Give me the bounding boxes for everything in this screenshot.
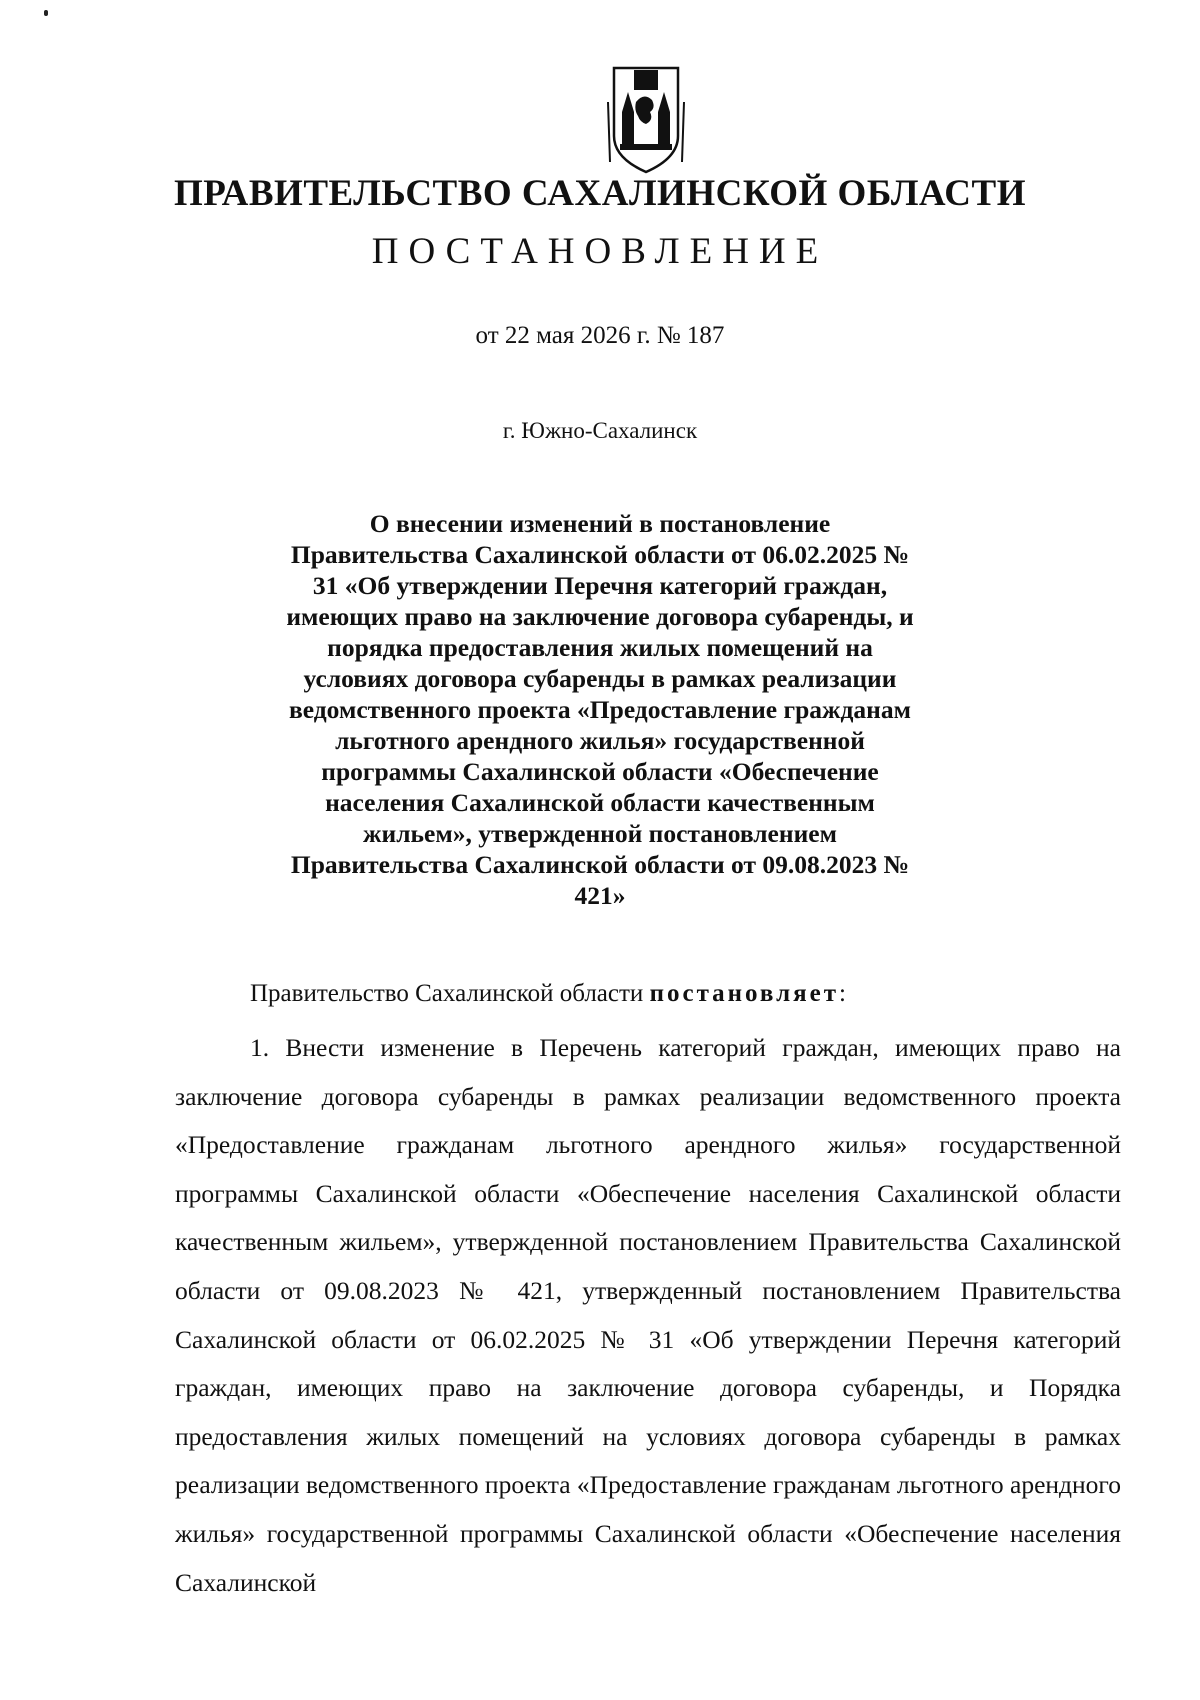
paragraph-1: 1. Внести изменение в Перечень категорий граждан, имеющих право на заключение договора субаренды в рамках реализации ведомственного проекта «Предоставление гражданам льготного арендного жилья» государственной программы Сахалинской области «Обеспечение населения Сахалинской области качественным жильем», утвержденной постановлением Правительства Сахалинской области от 09.08.2023 № 421, утвержденный постановлением Правительства Сахалинской области от 06.02.2025 № 31 «Об утверждении Перечня категорий граждан, имеющих право на заключение договора субаренды, и Порядка предоставления жилых помещений на условиях договора субаренды в рамках реализации ведомственного проекта «Предоставление гражданам льготного арендного жилья» государственной программы Сахалинской области «Обеспечение населения Сахалинской [175,1033,1121,1597]
resolution-lead [250,980,846,1008]
document-type: ПОСТАНОВЛЕНИЕ [371,231,829,272]
coat-of-arms-icon [600,62,692,174]
lead-keyword: постановляет [649,980,840,1007]
document-title: О внесении изменений в постановление Правительства Сахалинской области от 06.02.2025 № 31 «Об утверждении Перечня категорий граждан, имеющих право на заключение договора субаренды, и порядка предоставления жилых помещений на условиях договора субаренды в рамках реализации ведомственного проекта «Предоставление гражданам льготного арендного жилья» государственной программы Сахалинской области «Обеспечение населения Сахалинской области качественным жильем», утвержденной постановлением Правительства Сахалинской области от 09.08.2023 № 421» [286,509,914,910]
document-date-number: от 22 мая 2026 г. № 187 [475,322,725,349]
scan-mark [44,10,48,16]
document-city: г. Южно-Сахалинск [502,418,698,443]
organization-name: ПРАВИТЕЛЬСТВО САХАЛИНСКОЙ ОБЛАСТИ [174,173,1026,214]
lead-colon: : [839,980,846,1007]
lead-text: Правительство Сахалинской области [250,980,650,1007]
